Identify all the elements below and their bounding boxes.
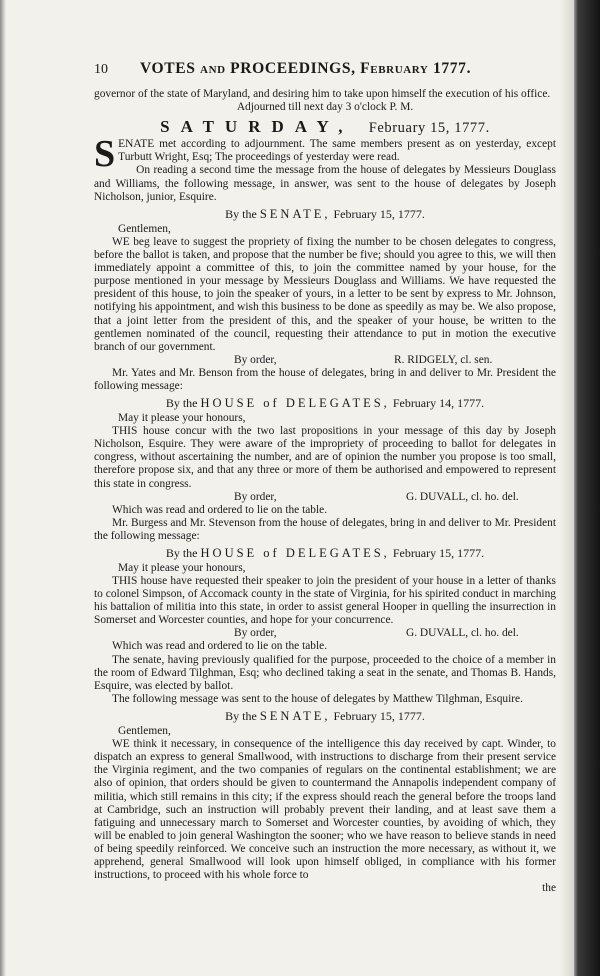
signer: G. DUVALL, cl. ho. del. <box>406 627 519 640</box>
running-title: VOTES and PROCEEDINGS, February 1777. <box>140 60 472 77</box>
message-3-salutation: May it please your honours, <box>118 562 246 574</box>
page-number: 10 <box>94 62 108 77</box>
read-table-2: Which was read and ordered to lie on the table. <box>112 640 328 653</box>
carry-over-paragraph: governor of the state of Maryland, and desiring him to take upon himself the execution of his office. <box>94 88 551 100</box>
message-1-byline <box>94 208 556 221</box>
byline-body: SENATE, <box>259 206 331 221</box>
by-order: By order, <box>234 353 277 366</box>
byline-prefix: By the <box>165 395 198 410</box>
page-body <box>94 88 556 895</box>
message-2-salutation: May it please your honours, <box>118 412 246 425</box>
byline-date: February 14, 1777. <box>392 395 485 410</box>
byline-prefix: By the <box>225 708 257 723</box>
senate-met-paragraph <box>94 133 556 176</box>
message-3-text: THIS house have requested their speaker to join the president of your house in a letter of thanks to colonel Simpson, of Accomack county in the state of Virginia, for his spirited conduct in marching his battalion of militia into this state, in order to assist general Hooper in quelling the insurrection in Somerset and Worcester counties, and hope for your concurrence. <box>94 575 556 627</box>
message-2-byline <box>94 397 556 410</box>
message-1-signature <box>94 354 556 367</box>
burgess-stevenson-paragraph: Mr. Burgess and Mr. Stevenson from the house of delegates, bring in and deliver to Mr. President the following message: <box>94 516 556 542</box>
page-left-edge <box>0 0 6 976</box>
following-message-line: The following message was sent to the house of delegates by Matthew Tilghman, Esquire. <box>112 692 523 705</box>
day-date: February 15, 1777. <box>368 120 490 137</box>
drop-cap: S <box>94 133 116 176</box>
message-3-byline <box>94 547 556 560</box>
senate-qualified-paragraph: The senate, having previously qualified for the purpose, proceeded to the choice of a member in the room of Edward Tilghman, Esq; who declined taking a seat in the senate, and Thomas B. Hands, Esquire, was elected by ballot. <box>94 653 556 692</box>
message-4-text: WE think it necessary, in consequence of the intelligence this day received by capt. Winder, to dispatch an express to general Smallwood, with instructions to discharge from their present service the Virginia regiment, and the two companies of regulars on the continental establishment; we are also of opinion, that orders should be given to countermand the Annapolis independent company of militia, which still remains in this city; if the express should reach the general before the troops land at Cambridge, such an instruction will probably prevent their landing, and at least save them a fatiguing and unnecessary march to Somerset and Worcester counties, by avoiding of which, they will be enabled to join general Washington the sooner; who we have reason to believe stands in need of being speedily reinforced. We conceive such an instruction the more necessary, as without it, we apprehend, general Smallwood will look upon himself obliged, in compliance with his former instructions, to proceed with his whole force to <box>94 738 556 882</box>
running-header <box>94 60 556 78</box>
message-1-text: WE beg leave to suggest the propriety of fixing the number to be chosen delegates to congress, before the ballot is taken, and propose that the number be five; should you agree to this, we will then immediately appoint a committee of this, to join the committee named by your house, for the purpose mentioned in your message by Messieurs Douglass and Williams. We have requested the president of this house, to join the speaker of yours, in a letter to be sent by express to Mr. Johnson, notifying his appointment, and wish this business to be done as speedily as may be. We also propose, that a joint letter from the president of this, and the speaker of your house, be written to the gentlemen nominated of the council, requesting their attendance to put in motion the executive branch of our government. <box>94 235 556 353</box>
byline-prefix: By the <box>225 206 257 221</box>
byline-date: February 15, 1777. <box>392 545 485 560</box>
day-name: SATURDAY, <box>160 117 354 137</box>
read-table-1: Which was read and ordered to lie on the table. <box>112 503 328 516</box>
day-heading <box>94 117 556 137</box>
book-edge-shadow <box>574 0 600 976</box>
by-order: By order, <box>234 490 277 503</box>
page-gutter-shadow <box>560 0 574 976</box>
adjourned-line: Adjourned till next day 3 o'clock P. M. <box>236 101 414 114</box>
message-3-signature <box>94 627 556 640</box>
by-order: By order, <box>234 627 277 640</box>
message-4-salutation: Gentlemen, <box>118 725 171 738</box>
byline-date: February 15, 1777. <box>333 708 425 723</box>
signer: G. DUVALL, cl. ho. del. <box>406 490 519 503</box>
catchword: the <box>542 882 556 895</box>
message-2-text: THIS house concur with the two last propositions in your message of this day by Joseph Nicholson, Esquire. They were aware of the impropriety of proceeding to ballot for delegates in congress, without ascertaining the number, and are of opinion the number you propose is too small, therefore propose six, and that any three or more of them be authorised and empowered to represent this state in congress. <box>94 425 556 490</box>
byline-body: SENATE, <box>259 708 331 723</box>
message-4-byline <box>94 710 556 723</box>
second-reading-paragraph: On reading a second time the message from the house of delegates by Messieurs Douglass and Williams, the following message, in answer, was sent to the house of delegates by Joseph Nicholson, junior, Esquire. <box>94 164 556 203</box>
byline-date: February 15, 1777. <box>333 206 425 221</box>
message-1-salutation: Gentlemen, <box>118 222 171 235</box>
byline-body: HOUSE of DELEGATES, <box>200 395 390 410</box>
byline-prefix: By the <box>165 545 198 560</box>
senate-met-text: ENATE met according to adjournment. The same members present as on yesterday, except Turbutt Wright, Esq; The proceedings of yesterday were read. <box>118 138 556 164</box>
byline-body: HOUSE of DELEGATES, <box>200 545 390 560</box>
yates-benson-paragraph: Mr. Yates and Mr. Benson from the house of delegates, bring in and deliver to Mr. President the following message: <box>94 366 556 392</box>
message-2-signature <box>94 491 556 504</box>
signer: R. RIDGELY, cl. sen. <box>394 353 493 366</box>
